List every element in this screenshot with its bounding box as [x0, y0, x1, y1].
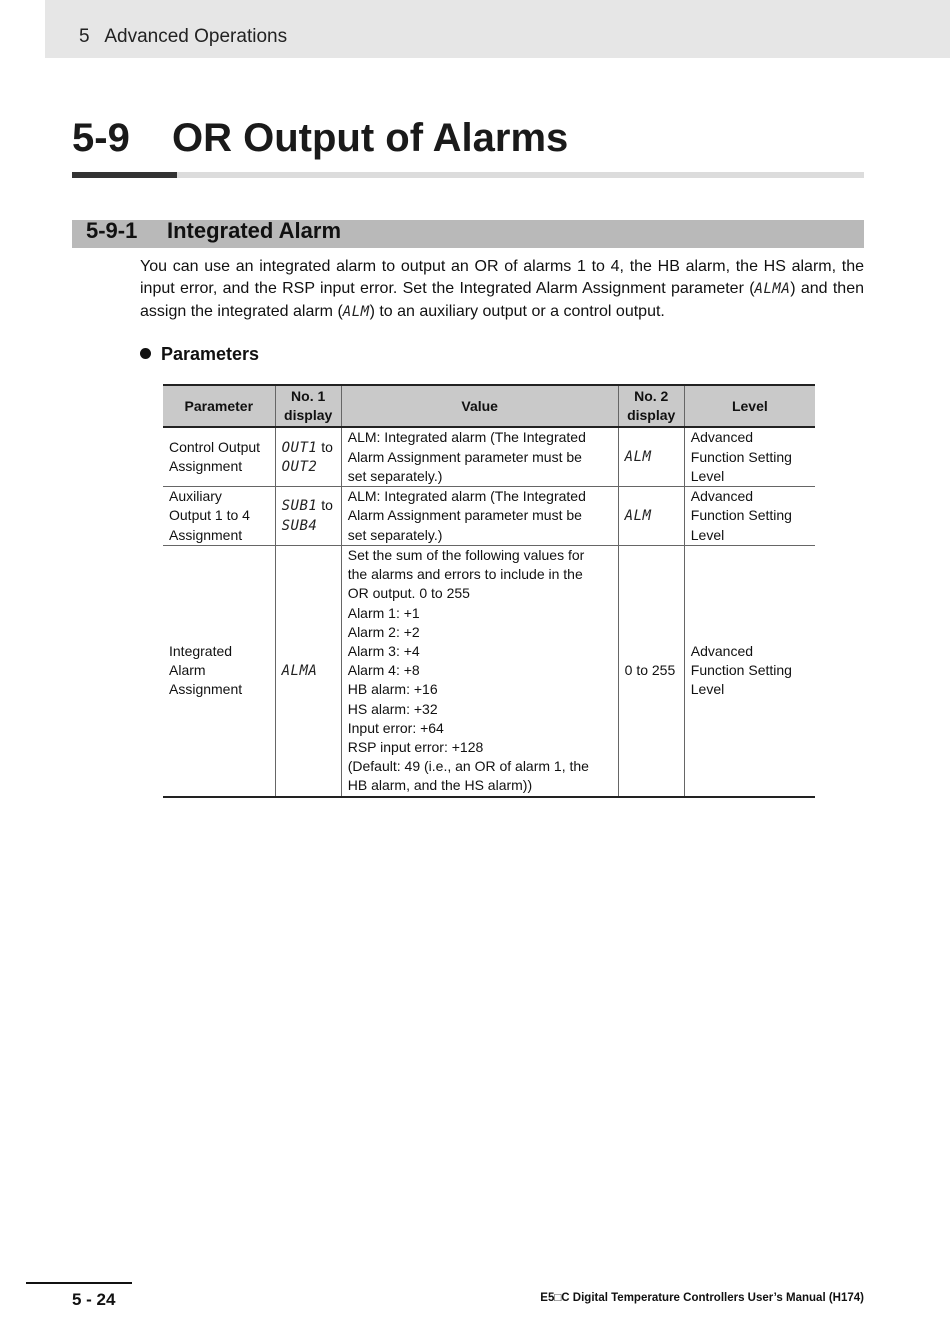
- intro-text-2: ) and then assign the integrated alarm (: [140, 280, 864, 320]
- section-number: 5-9: [72, 116, 130, 160]
- cell-value: [341, 546, 618, 797]
- cell-no1-display: [275, 427, 341, 486]
- cell-text: HB alarm: +16: [347, 681, 438, 698]
- table-row: [163, 487, 815, 546]
- cell-text: Alarm Assignment parameter must be: [347, 507, 582, 524]
- cell-text: Assignment: [169, 526, 243, 543]
- table-row: [163, 546, 815, 797]
- chapter-header: 5 Advanced Operations: [79, 26, 288, 47]
- cell-text: Level: [690, 526, 725, 543]
- cell-text: Advanced: [690, 429, 754, 446]
- cell-text: RSP input error: +128: [347, 739, 484, 756]
- display-code: ALM: [624, 449, 652, 466]
- cell-text: Function Setting: [690, 507, 792, 524]
- section-title-text: OR Output of Alarms: [172, 116, 569, 160]
- cell-text: Alarm 2: +2: [347, 623, 420, 640]
- cell-level: [684, 427, 815, 486]
- section-title: [72, 116, 568, 161]
- cell-text: Function Setting: [690, 448, 792, 465]
- cell-level: [684, 487, 815, 546]
- header-parameter: Parameter: [163, 385, 275, 427]
- parameters-heading-text: Parameters: [161, 344, 260, 364]
- footer-rule: [26, 1282, 132, 1284]
- page-number: 5 - 24: [72, 1290, 116, 1309]
- cell-text: Assignment: [169, 681, 243, 698]
- cell-text: Function Setting: [690, 662, 792, 679]
- header-no1-line2: display: [284, 407, 333, 424]
- cell-text: Set the sum of the following values for: [347, 547, 585, 564]
- cell-text: Auxiliary: [169, 488, 222, 505]
- display-code: SUB4: [281, 517, 318, 534]
- cell-parameter: [163, 487, 275, 546]
- header-no2-line2: display: [627, 407, 676, 424]
- intro-paragraph: [140, 256, 864, 323]
- cell-value: [341, 487, 618, 546]
- cell-value: [341, 427, 618, 486]
- cell-text: Alarm 3: +4: [347, 643, 420, 660]
- parameters-table: [163, 384, 815, 798]
- cell-text: OR output. 0 to 255: [347, 585, 470, 602]
- cell-text: Alarm 4: +8: [347, 662, 420, 679]
- cell-text: the alarms and errors to include in the: [347, 566, 583, 583]
- cell-text: set separately.): [347, 467, 443, 484]
- table-row: [163, 427, 815, 486]
- cell-parameter: [163, 546, 275, 797]
- table-header-row: [163, 385, 815, 427]
- subsection-title: [86, 218, 341, 244]
- intro-code-alma: ALMA: [754, 281, 791, 298]
- cell-text: Assignment: [169, 458, 243, 475]
- cell-no2-display: 0 to 255: [618, 546, 684, 797]
- cell-no1-display: [275, 487, 341, 546]
- header-no1-display: [275, 385, 341, 427]
- cell-text: Alarm Assignment parameter must be: [347, 448, 582, 465]
- intro-code-alm: ALM: [342, 303, 370, 320]
- cell-level: [684, 546, 815, 797]
- cell-text: Level: [690, 681, 725, 698]
- cell-text: Alarm 1: +1: [347, 604, 420, 621]
- cell-text: Input error: +64: [347, 719, 444, 736]
- cell-text: Output 1 to 4: [169, 507, 250, 524]
- cell-text: set separately.): [347, 526, 443, 543]
- cell-text: Integrated: [169, 643, 233, 660]
- display-code: ALM: [624, 507, 652, 524]
- header-no2-display: [618, 385, 684, 427]
- cell-text: to: [317, 497, 333, 514]
- title-rule-accent: [72, 172, 177, 178]
- intro-text-1: You can use an integrated alarm to output an OR of alarms 1 to 4, the HB alarm, the HS alarm, the input error, and the RSP input error. Set the Integrated Alarm Assignment parameter (: [140, 258, 864, 298]
- header-value: Value: [341, 385, 618, 427]
- display-code: SUB1: [281, 498, 318, 515]
- cell-text: Advanced: [690, 643, 754, 660]
- parameters-heading: [140, 344, 259, 365]
- cell-parameter: [163, 427, 275, 486]
- cell-text: Alarm: [169, 662, 206, 679]
- cell-no2-display: [618, 427, 684, 486]
- cell-text: ALM: Integrated alarm (The Integrated: [347, 429, 586, 446]
- subsection-number: 5-9-1: [86, 218, 138, 243]
- cell-no1-display: [275, 546, 341, 797]
- header-level: Level: [684, 385, 815, 427]
- subsection-title-text: Integrated Alarm: [167, 218, 342, 243]
- display-code: ALMA: [281, 662, 318, 679]
- cell-text: HS alarm: +32: [347, 700, 438, 717]
- cell-no2-display: [618, 487, 684, 546]
- manual-title: E5□C Digital Temperature Controllers User’s Manual (H174): [540, 1292, 864, 1304]
- title-rule: [72, 172, 864, 178]
- display-code: OUT2: [281, 458, 318, 475]
- bullet-icon: [140, 348, 151, 359]
- header-no1-line1: No. 1: [291, 388, 326, 404]
- cell-text: Advanced: [690, 488, 754, 505]
- cell-text: Level: [690, 467, 725, 484]
- display-code: OUT1: [281, 439, 318, 456]
- cell-text: ALM: Integrated alarm (The Integrated: [347, 488, 586, 505]
- cell-text: Control Output: [169, 439, 261, 455]
- intro-text-3: ) to an auxiliary output or a control output.: [369, 302, 665, 320]
- cell-text: to: [317, 438, 333, 455]
- cell-text: HB alarm, and the HS alarm)): [347, 777, 533, 794]
- cell-text: (Default: 49 (i.e., an OR of alarm 1, the: [347, 758, 589, 775]
- header-no2-line1: No. 2: [634, 388, 669, 404]
